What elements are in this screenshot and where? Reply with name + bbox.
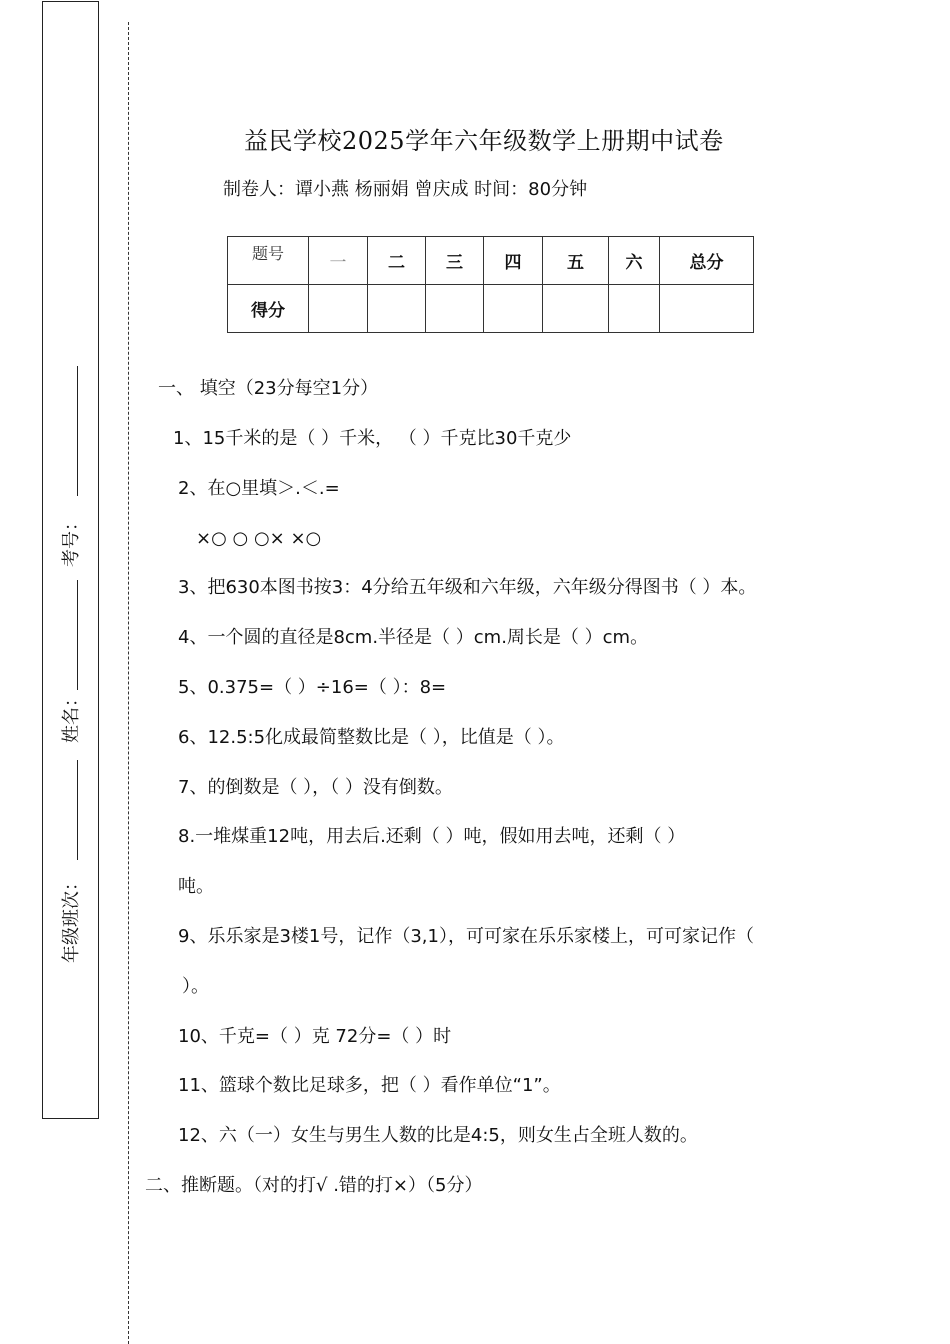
score-table-cell: 五 [543,237,609,285]
score-input-cell[interactable] [309,285,368,333]
question-4: 4、一个圆的直径是8cm.半径是（ ）cm.周长是（ ）cm。 [178,627,649,648]
score-input-cell[interactable] [609,285,660,333]
section2-heading: 二、推断题。（对的打√ .错的打×）（5分） [145,1175,483,1196]
question-11: 11、篮球个数比足球多，把（ ）看作单位“1”。 [178,1075,561,1096]
score-table-cell: 三 [426,237,484,285]
score-table-header-row [228,237,754,285]
question-3: 3、把630本图书按3：4分给五年级和六年级，六年级分得图书（ ）本。 [178,577,757,598]
score-table-cell: 一 [309,237,368,285]
question-9: 9、乐乐家是3楼1号，记作（3,1），可可家在乐乐家楼上，可可家记作（ [178,926,754,947]
score-table-cell: 总分 [660,237,754,285]
score-row-label: 得分 [228,285,309,333]
question-5: 5、0.375=（ ）÷16=（ ）：8= [178,677,447,698]
score-input-cell[interactable] [543,285,609,333]
score-input-cell[interactable] [368,285,426,333]
class-label: 年级班次： [61,873,82,963]
exam-info: 制卷人：谭小燕 杨丽娟 曾庆成 时间：80分钟 [223,179,588,200]
question-7: 7、的倒数是（ ），（ ）没有倒数。 [178,777,453,798]
score-table-score-row [228,285,754,333]
score-table-cell: 二 [368,237,426,285]
question-12: 12、六（一）女生与男生人数的比是4:5，则女生占全班人数的。 [178,1125,698,1146]
score-input-cell[interactable] [660,285,754,333]
cut-line [128,22,129,1344]
exam-no-blank[interactable] [77,366,78,496]
score-table-cell: 题号 [228,237,309,285]
class-blank[interactable] [77,760,78,860]
score-table-cell: 四 [484,237,543,285]
question-6: 6、12.5:5化成最简整数比是（ ），比值是（ ）。 [178,727,565,748]
question-1: 1、15千米的是（ ）千米， （ ）千克比30千克少 [173,428,572,449]
score-table [227,236,754,333]
score-input-cell[interactable] [426,285,484,333]
score-input-cell[interactable] [484,285,543,333]
page-title: 益民学校2025学年六年级数学上册期中试卷 [244,127,724,155]
question-2: 2、在○里填＞.＜.= [178,478,340,499]
question-9-continued: ）。 [182,976,209,997]
question-10: 10、千克=（ ）克 72分=（ ）时 [178,1026,452,1047]
question-8-continued: 吨。 [178,876,214,897]
exam-no-label: 考号： [61,513,82,567]
section1-heading: 一、 填空（23分每空1分） [158,378,379,399]
question-8: 8.一堆煤重12吨，用去后.还剩（ ）吨，假如用去吨，还剩（ ） [178,826,686,847]
score-table-cell: 六 [609,237,660,285]
question-2-symbols: ×○ ○ ○× ×○ [196,528,322,549]
name-blank[interactable] [77,580,78,690]
name-label: 姓名： [61,689,82,743]
